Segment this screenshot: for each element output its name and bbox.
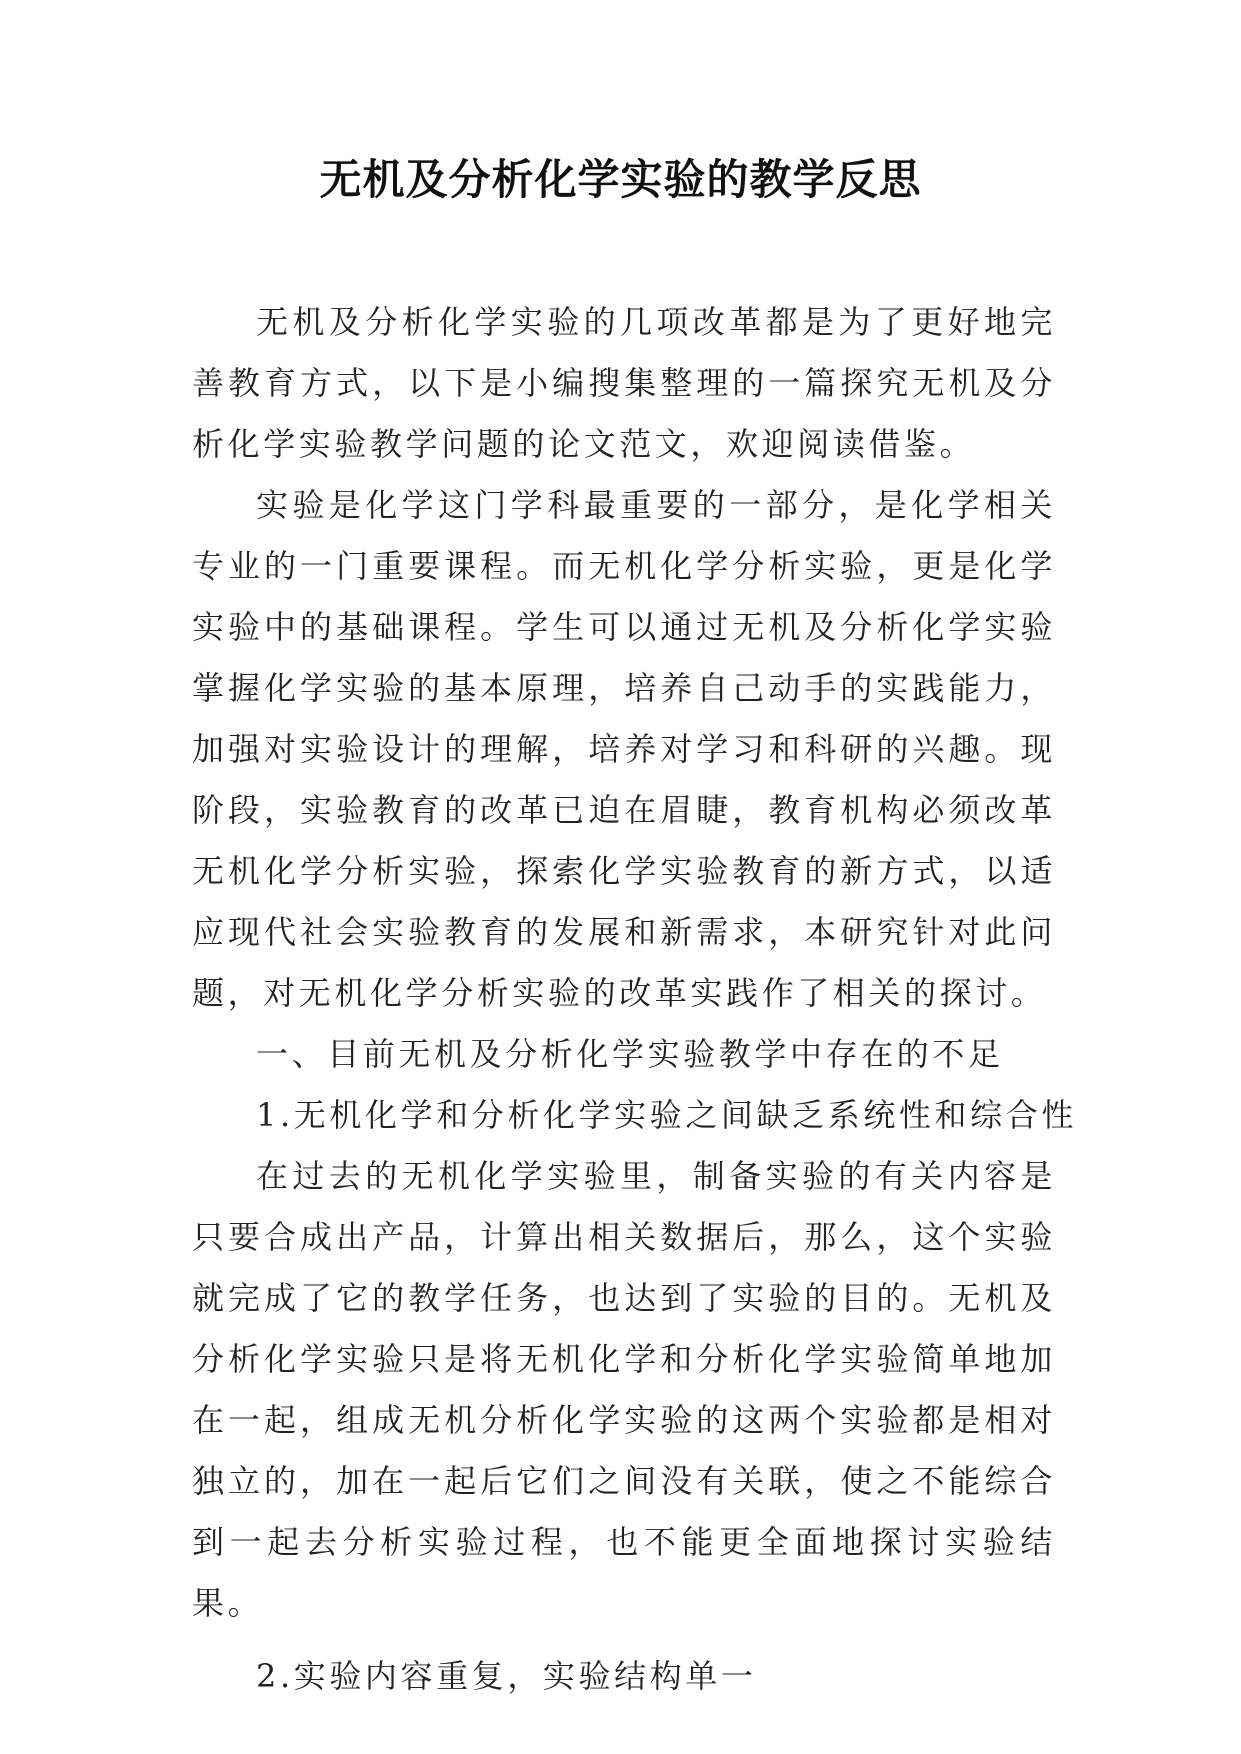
subsection-heading: 1.无机化学和分析化学实验之间缺乏系统性和综合性 bbox=[256, 1096, 1077, 1134]
section-heading: 一、目前无机及分析化学实验教学中存在的不足 bbox=[256, 1035, 1004, 1073]
intro-paragraph: 无机及分析化学实验的几项改革都是为了更好地完善教育方式，以下是小编搜集整理的一篇探究无机及分析化学实验教学问题的论文范文，欢迎阅读借鉴。 bbox=[192, 303, 1056, 463]
subsection-paragraph: 在过去的无机化学实验里，制备实验的有关内容是只要合成出产品，计算出相关数据后，那么，这个实验就完成了它的教学任务，也达到了实验的目的。无机及分析化学实验只是将无机化学和分析化学实验简单地加在一起，组成无机分析化学实验的这两个实验都是相对独立的，加在一起后它们之间没有关联，使之不能综合到一起去分析实验过程，也不能更全面地探讨实验结果。 bbox=[192, 1157, 1056, 1622]
document-body bbox=[192, 292, 1077, 1707]
subsection-heading: 2.实验内容重复，实验结构单一 bbox=[256, 1657, 757, 1695]
background-paragraph: 实验是化学这门学科最重要的一部分，是化学相关专业的一门重要课程。而无机化学分析实验，更是化学实验中的基础课程。学生可以通过无机及分析化学实验掌握化学实验的基本原理，培养自己动手的实践能力，加强对实验设计的理解，培养对学习和科研的兴趣。现阶段，实验教育的改革已迫在眉睫，教育机构必须改革无机化学分析实验，探索化学实验教育的新方式，以适应现代社会实验教育的发展和新需求，本研究针对此问题，对无机化学分析实验的改革实践作了相关的探讨。 bbox=[192, 486, 1056, 1012]
document-title: 无机及分析化学实验的教学反思 bbox=[319, 155, 922, 204]
